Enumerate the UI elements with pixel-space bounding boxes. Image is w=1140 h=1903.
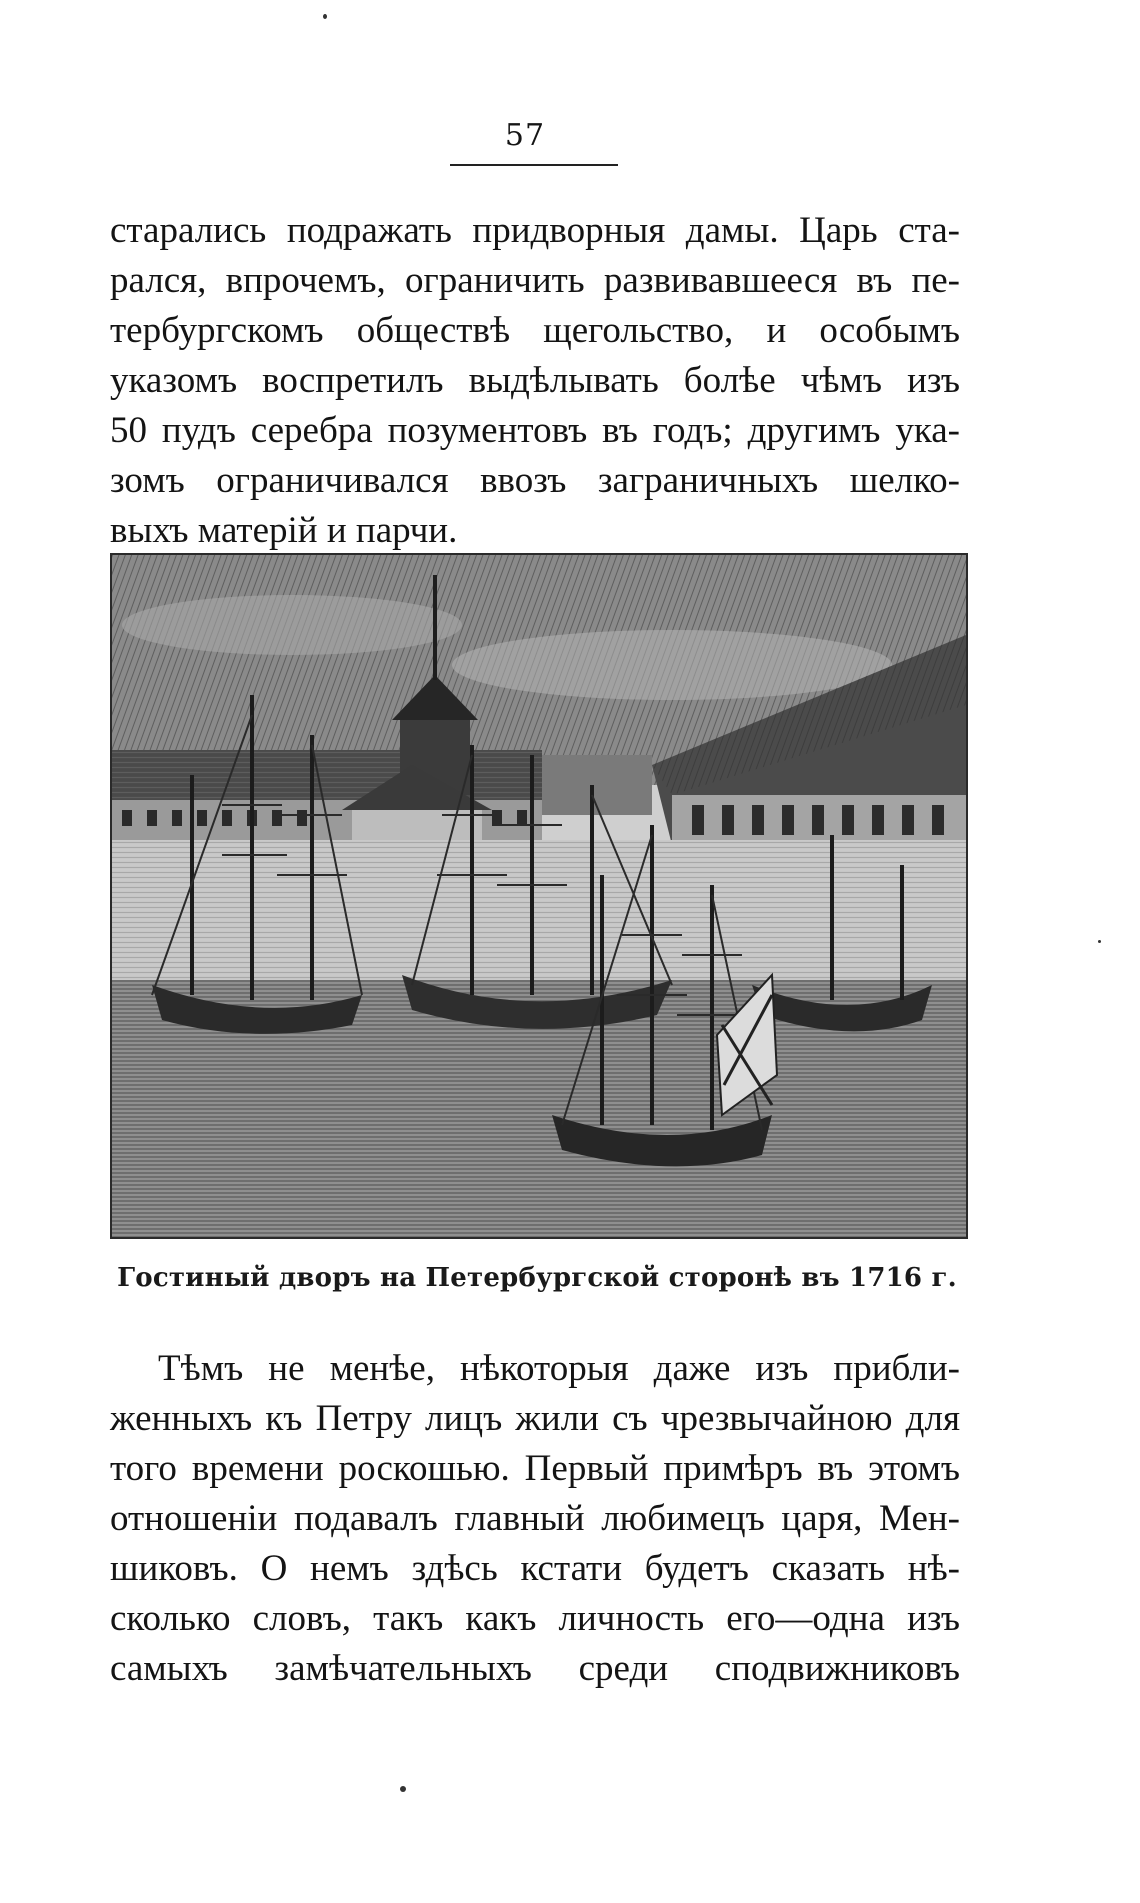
text-line: Тѣмъ не менѣе, нѣкоторыя даже изъ прибли- [158,1348,960,1389]
text-line: женныхъ къ Петру лицъ жили съ чрезвычайною для [110,1398,960,1439]
text-line: тербургскомъ обществѣ щегольство, и особымъ [110,310,960,351]
text-line: сколько словъ, такъ какъ личность его—одна изъ [110,1598,960,1639]
text-line: зомъ ограничивался ввозъ заграничныхъ шелко- [110,460,960,501]
paragraph-2 [110,1344,960,1694]
harbor-engraving [112,555,966,1237]
text-line: выхъ матерій и парчи. [110,510,458,551]
page-number-rule [450,164,618,166]
text-line: 50 пудъ серебра позументовъ въ годъ; другимъ ука- [110,410,960,451]
scan-speck [1098,940,1101,943]
paragraph-1 [110,206,960,556]
scan-speck [400,1786,406,1792]
text-line: указомъ воспретилъ выдѣлывать болѣе чѣмъ изъ [110,360,960,401]
text-line: самыхъ замѣчательныхъ среди сподвижниковъ [110,1648,960,1689]
text-line: старались подражать придворныя дамы. Царь ста- [110,210,960,251]
scan-speck [323,14,327,19]
text-line: того времени роскошью. Первый примѣръ въ этомъ [110,1448,960,1489]
engraving-illustration [110,553,968,1239]
text-line: отношеніи подавалъ главный любимецъ царя, Мен- [110,1498,960,1539]
text-line: шиковъ. О немъ здѣсь кстати будетъ сказать нѣ- [110,1548,960,1589]
figure-caption: Гостиный дворъ на Петербургской сторонѣ въ 1716 г. [117,1263,957,1293]
text-line: рался, впрочемъ, ограничить развивавшееся въ пе- [110,260,960,301]
page-number: 57 [504,118,546,153]
